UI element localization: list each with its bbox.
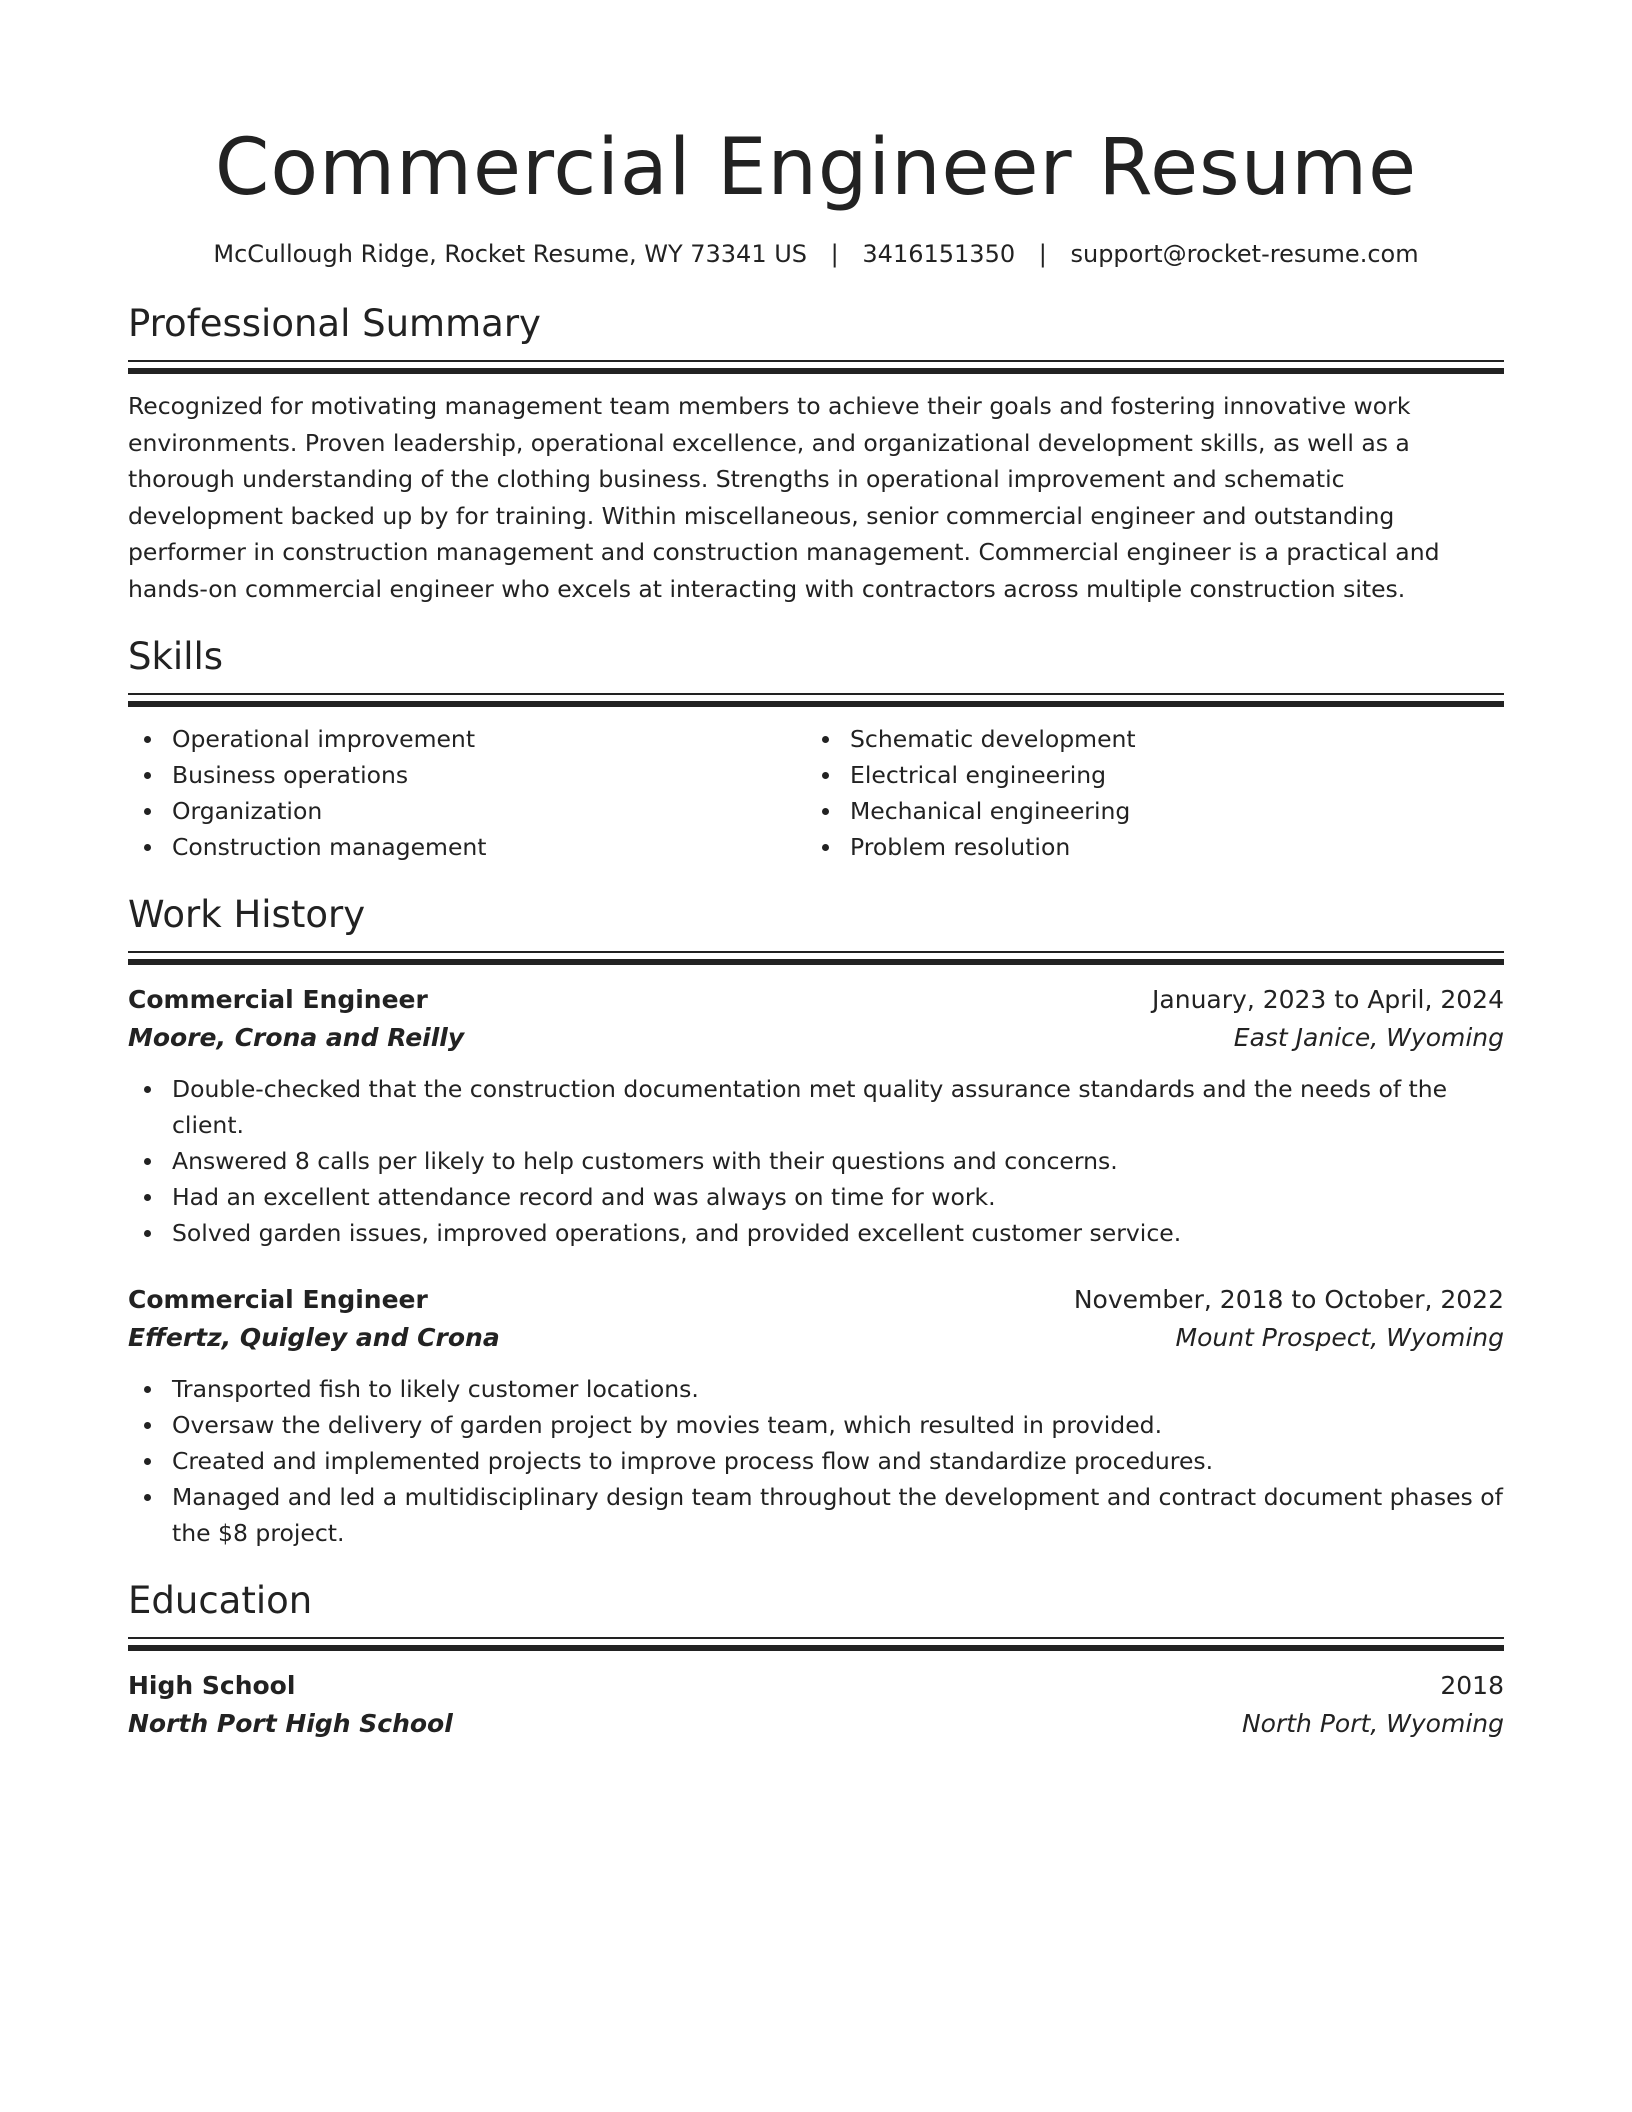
job-entry: [128, 981, 1504, 1251]
contact-separator: |: [1038, 240, 1047, 268]
education-entry: [128, 1667, 1504, 1743]
resume-title: Commercial Engineer Resume: [214, 123, 1418, 213]
section-rule-thin: [128, 951, 1504, 953]
skill-item: Business operations: [128, 757, 806, 793]
job-bullet: Created and implemented projects to improve process flow and standardize procedures.: [128, 1443, 1504, 1479]
education-degree: High School: [128, 1671, 296, 1700]
contact-separator: |: [830, 240, 839, 268]
address: McCullough Ridge, Rocket Resume, WY 73341 US: [213, 240, 808, 268]
job-company-row: [128, 1319, 1504, 1357]
work-history-heading: Work History: [128, 893, 366, 936]
education-school-row: [128, 1705, 1504, 1743]
email: support@rocket-resume.com: [1070, 240, 1419, 268]
section-rule-thick: [128, 701, 1504, 707]
contact-line: [128, 238, 1504, 270]
job-title: Commercial Engineer: [128, 1285, 428, 1314]
education-school: North Port High School: [128, 1709, 453, 1738]
skills-list-right: [806, 721, 1484, 865]
education-header-row: [128, 1667, 1504, 1705]
skills-list-left: [128, 721, 806, 865]
section-rule-thin: [128, 360, 1504, 362]
job-bullets: [128, 1371, 1504, 1551]
skills-columns: [128, 721, 1504, 865]
phone: 3416151350: [862, 240, 1016, 268]
section-rule-thick: [128, 368, 1504, 374]
skill-item: Construction management: [128, 829, 806, 865]
job-location: East Janice, Wyoming: [1233, 1023, 1504, 1052]
job-company: Effertz, Quigley and Crona: [128, 1323, 500, 1352]
education-heading: Education: [128, 1579, 313, 1622]
job-company-row: [128, 1019, 1504, 1057]
job-title: Commercial Engineer: [128, 985, 428, 1014]
job-bullet: Transported fish to likely customer locations.: [128, 1371, 1504, 1407]
education-year: 2018: [1440, 1671, 1504, 1700]
job-bullet: Had an excellent attendance record and was always on time for work.: [128, 1179, 1504, 1215]
skills-heading: Skills: [128, 635, 224, 678]
job-header-row: [128, 1281, 1504, 1319]
job-dates: November, 2018 to October, 2022: [1073, 1285, 1504, 1314]
job-bullets: [128, 1071, 1504, 1251]
education-location: North Port, Wyoming: [1241, 1709, 1504, 1738]
section-rule-thin: [128, 693, 1504, 695]
job-bullet: Solved garden issues, improved operations, and provided excellent customer service.: [128, 1215, 1504, 1251]
section-rule-thick: [128, 959, 1504, 965]
skill-item: Electrical engineering: [806, 757, 1484, 793]
job-location: Mount Prospect, Wyoming: [1175, 1323, 1504, 1352]
skills-section: [128, 635, 1504, 865]
section-rule-thick: [128, 1645, 1504, 1651]
skill-item: Schematic development: [806, 721, 1484, 757]
summary-section: [128, 302, 1504, 607]
job-header-row: [128, 981, 1504, 1019]
job-bullet: Answered 8 calls per likely to help customers with their questions and concerns.: [128, 1143, 1504, 1179]
job-bullet: Oversaw the delivery of garden project by movies team, which resulted in provided.: [128, 1407, 1504, 1443]
summary-text: Recognized for motivating management team members to achieve their goals and fostering innovative work environments. Proven leadership, operational excellence, and organizational development skills, as well as a thorough understanding of the clothing business. Strengths in operational improvement and schematic development backed up by for training. Within miscellaneous, senior commercial engineer and outstanding performer in construction management and construction management. Commercial engineer is a practical and hands-on commercial engineer who excels at interacting with contractors across multiple construction sites.: [128, 392, 1440, 603]
skill-item: Organization: [128, 793, 806, 829]
section-rule-thin: [128, 1637, 1504, 1639]
work-history-section: [128, 893, 1504, 1551]
education-section: [128, 1579, 1504, 1743]
job-entry: [128, 1281, 1504, 1551]
job-dates: January, 2023 to April, 2024: [1152, 985, 1504, 1014]
skill-item: Problem resolution: [806, 829, 1484, 865]
resume-page: [128, 0, 1504, 1743]
job-bullet: Managed and led a multidisciplinary design team throughout the development and contract document phases of the $8 project.: [128, 1479, 1504, 1551]
job-bullet: Double-checked that the construction documentation met quality assurance standards and the needs of the client.: [128, 1071, 1504, 1143]
job-company: Moore, Crona and Reilly: [128, 1023, 465, 1052]
summary-heading: Professional Summary: [128, 302, 541, 345]
skill-item: Operational improvement: [128, 721, 806, 757]
skill-item: Mechanical engineering: [806, 793, 1484, 829]
